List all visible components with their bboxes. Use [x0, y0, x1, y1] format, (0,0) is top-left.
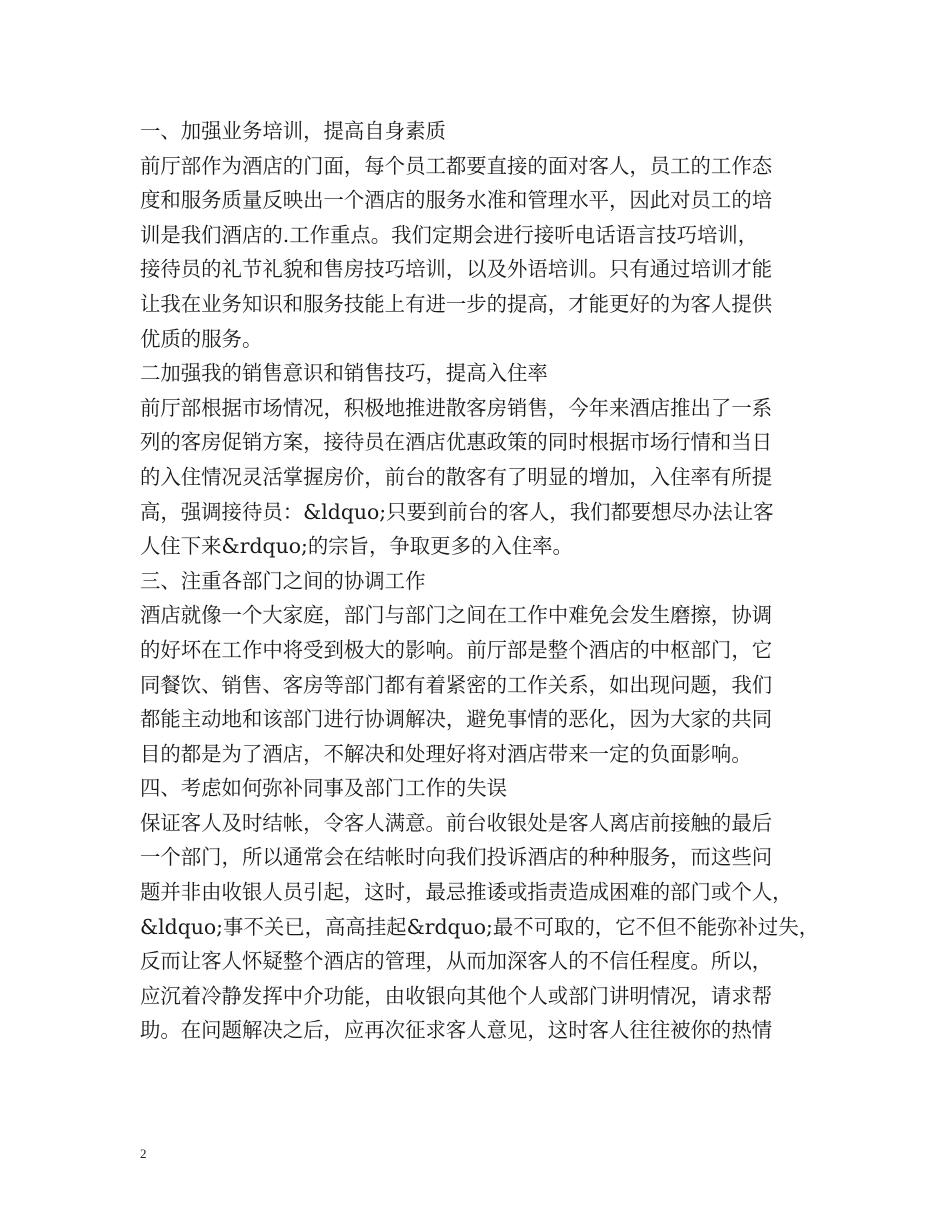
- heading-1: 一、加强业务培训，提高自身素质: [140, 119, 446, 143]
- heading-2: 二加强我的销售意识和销售技巧，提高入住率: [140, 361, 548, 386]
- page-number: 2: [140, 1146, 147, 1161]
- heading-4: 四、考虑如何弥补同事及部门工作的失误: [140, 776, 508, 801]
- paragraph-line: 列的客房促销方案，接待员在酒店优惠政策的同时根据市场行情和当日: [140, 430, 773, 455]
- paragraph-line: 接待员的礼节礼貌和售房技巧培训，以及外语培训。只有通过培训才能: [140, 257, 773, 282]
- paragraph-line: 应沉着冷静发挥中介功能，由收银向其他个人或部门讲明情况，请求帮: [140, 983, 773, 1008]
- paragraph-line: 前厅部根据市场情况，积极地推进散客房销售，今年来酒店推出了一系: [140, 395, 773, 420]
- paragraph-line: 同餐饮、销售、客房等部门都有着紧密的工作关系，如出现问题，我们: [140, 672, 773, 697]
- paragraph-line: 前厅部作为酒店的门面，每个员工都要直接的面对客人，员工的工作态: [140, 153, 773, 178]
- paragraph-line: 的入住情况灵活掌握房价，前台的散客有了明显的增加，入住率有所提: [140, 464, 773, 489]
- document-body: [140, 114, 840, 1048]
- heading-3: 三、注重各部门之间的协调工作: [140, 568, 426, 593]
- paragraph-line: 高，强调接待员：&ldquo;只要到前台的客人，我们都要想尽办法让客: [140, 499, 774, 524]
- paragraph-line: 都能主动地和该部门进行协调解决，避免事情的恶化，因为大家的共同: [140, 707, 773, 732]
- paragraph-line: 题并非由收银人员引起，这时，最忌推诿或指责造成困难的部门或个人，: [140, 880, 793, 905]
- paragraph-line: 保证客人及时结帐，令客人满意。前台收银处是客人离店前接触的最后: [140, 810, 773, 835]
- paragraph-line: 人住下来&rdquo;的宗旨，争取更多的入住率。: [140, 534, 573, 559]
- paragraph-line: 让我在业务知识和服务技能上有进一步的提高，才能更好的为客人提供: [140, 291, 773, 316]
- paragraph-line: 训是我们酒店的.工作重点。我们定期会进行接听电话语言技巧培训，: [140, 222, 759, 247]
- paragraph-line: 目的都是为了酒店，不解决和处理好将对酒店带来一定的负面影响。: [140, 741, 752, 766]
- paragraph-line: 一个部门，所以通常会在结帐时向我们投诉酒店的种种服务，而这些问: [140, 845, 773, 870]
- paragraph-line: 优质的服务。: [140, 326, 263, 351]
- paragraph-line: 反而让客人怀疑整个酒店的管理，从而加深客人的不信任程度。所以，: [140, 949, 773, 974]
- paragraph-line: 酒店就像一个大家庭，部门与部门之间在工作中难免会发生磨擦，协调: [140, 603, 773, 628]
- paragraph-line: 助。在问题解决之后，应再次征求客人意见，这时客人往往被你的热情: [140, 1018, 773, 1043]
- paragraph-line: 的好坏在工作中将受到极大的影响。前厅部是整个酒店的中枢部门，它: [140, 637, 773, 662]
- paragraph-line: 度和服务质量反映出一个酒店的服务水准和管理水平，因此对员工的培: [140, 188, 773, 213]
- paragraph-line: &ldquo;事不关已，高高挂起&rdquo;最不可取的，它不但不能弥补过失，: [140, 914, 820, 939]
